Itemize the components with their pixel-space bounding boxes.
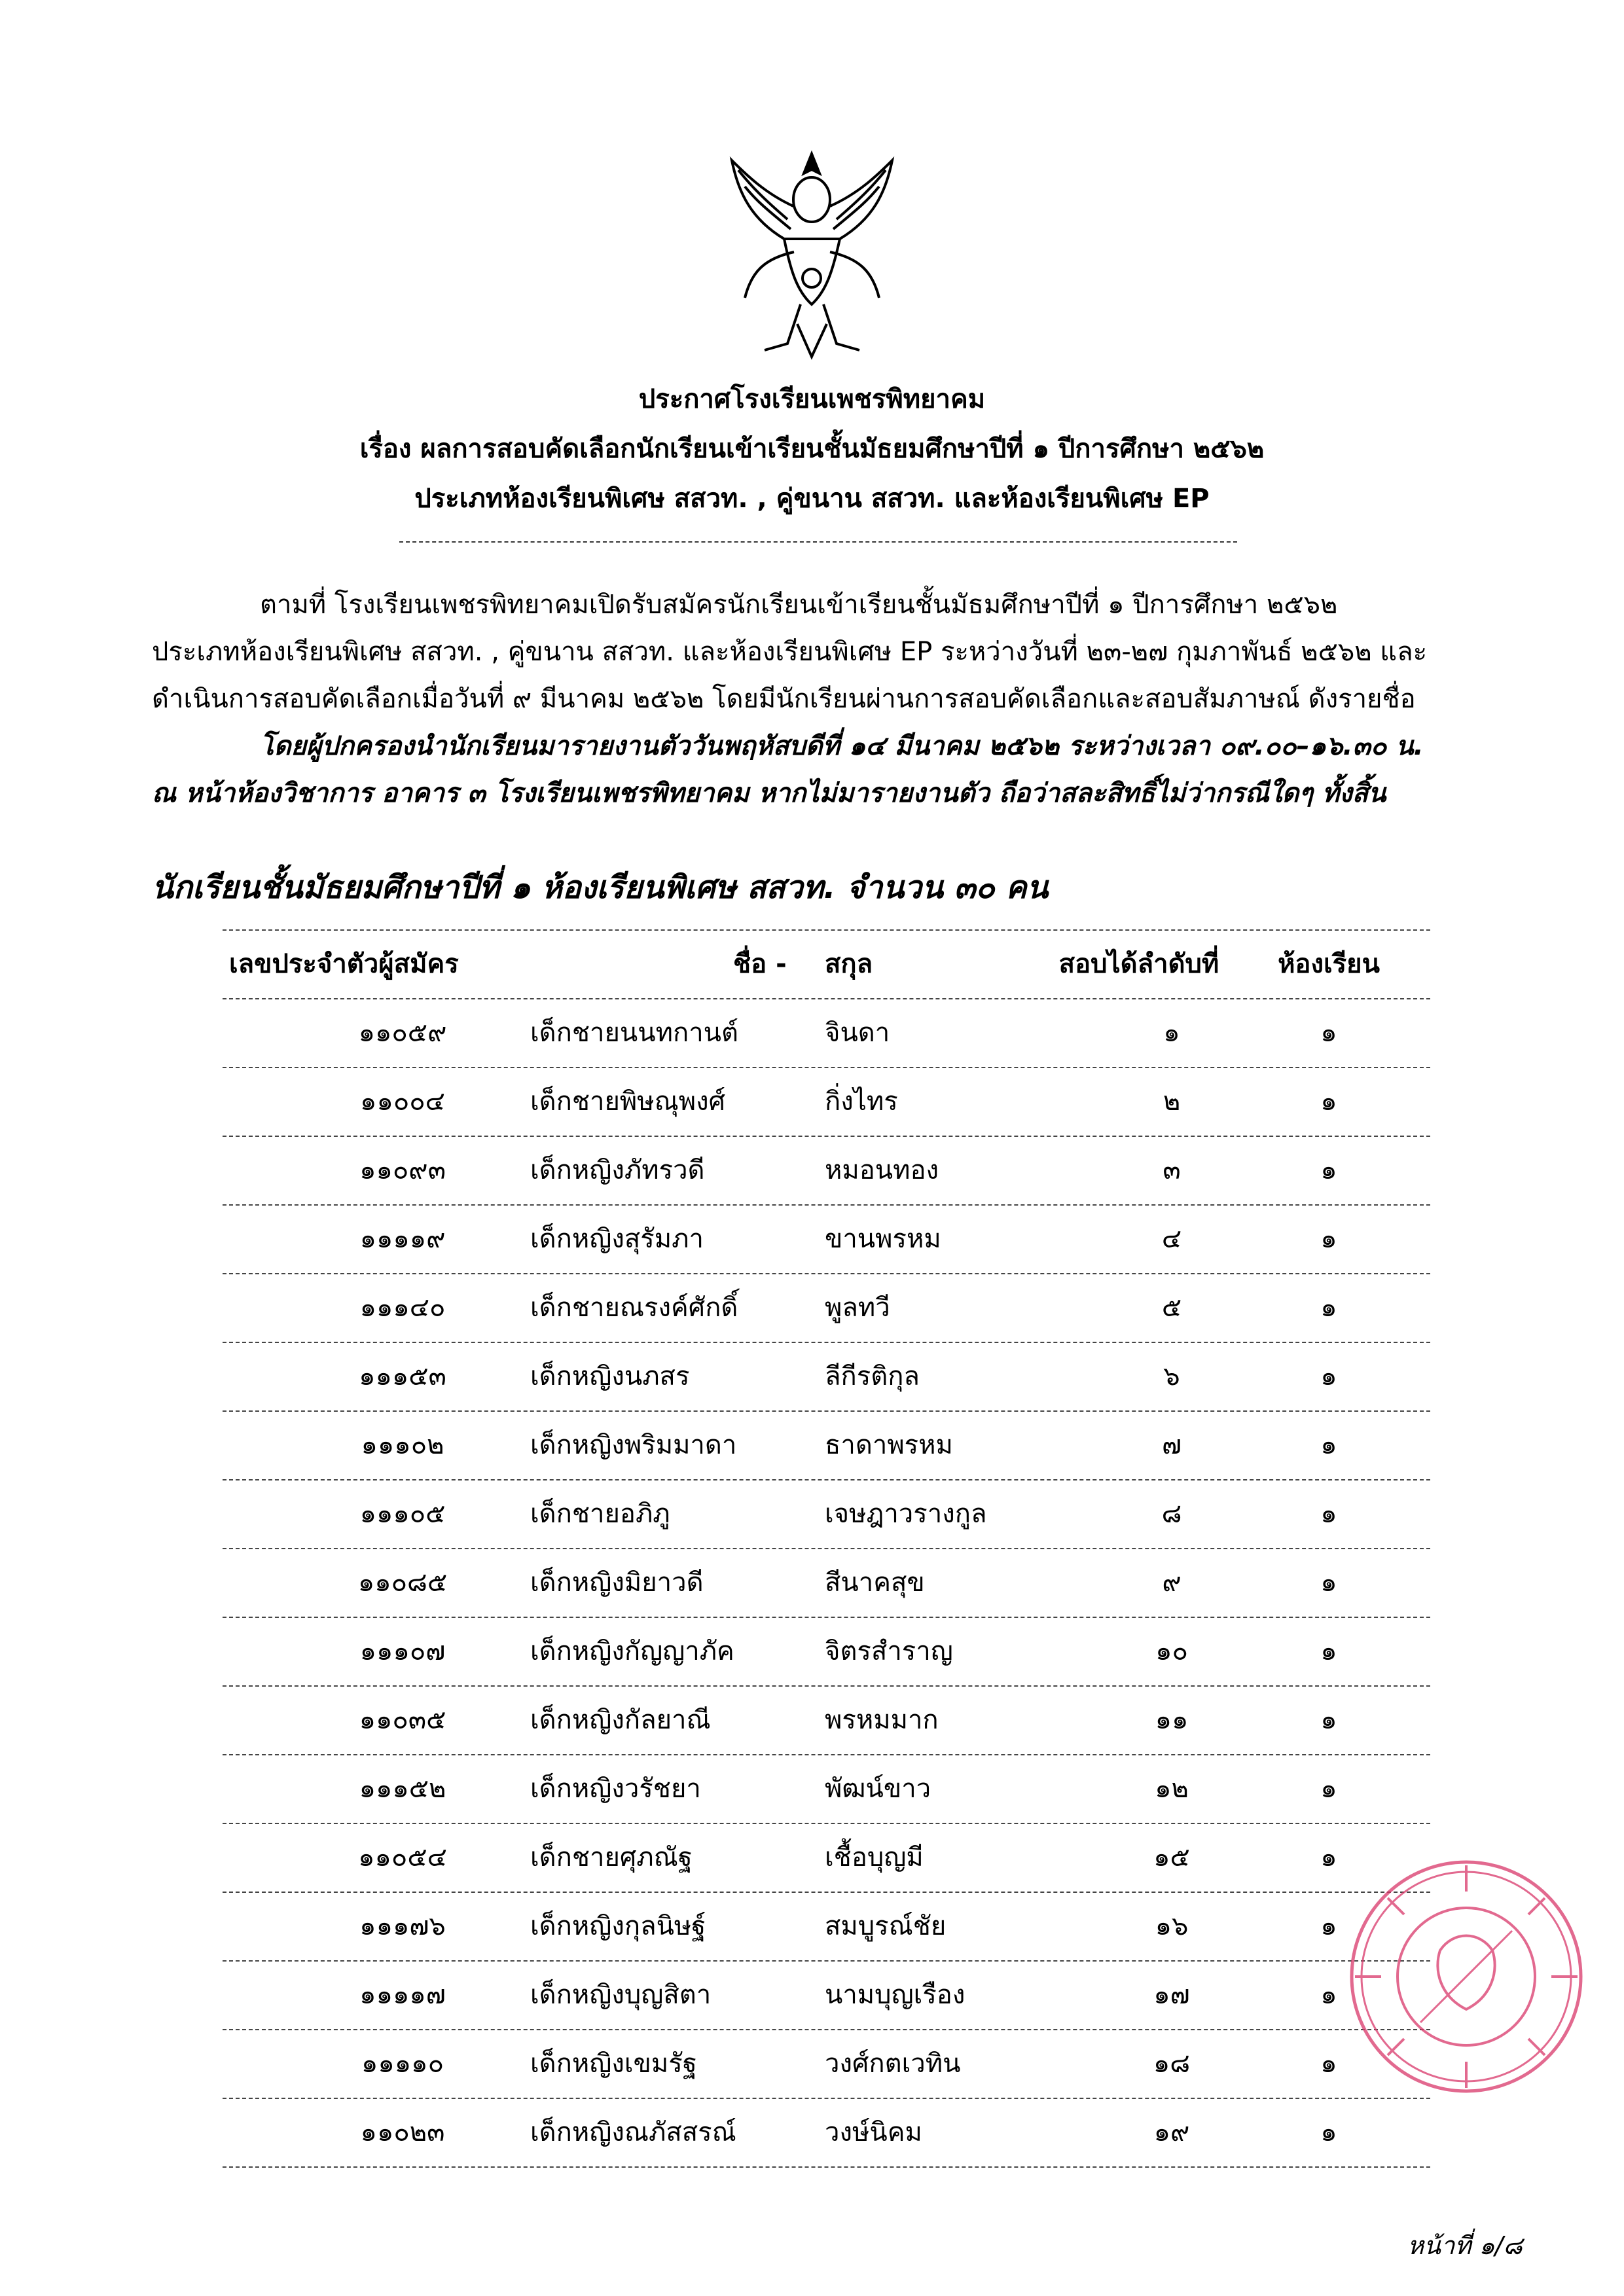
cell-applicant-id: ๑๑๑๑๐ — [361, 2049, 444, 2079]
cell-last-name: นามบุญเรือง — [825, 1980, 965, 2010]
cell-first-name: เด็กหญิงเขมรัฐ — [530, 2049, 697, 2079]
cell-last-name: จินดา — [825, 1018, 890, 1048]
cell-applicant-id: ๑๑๑๐๕ — [359, 1499, 446, 1529]
cell-rank: ๑๙ — [1153, 2117, 1190, 2147]
cell-last-name: กิ่งไทร — [825, 1086, 898, 1117]
table-row — [223, 2029, 1430, 2098]
cell-room: ๑ — [1320, 1430, 1337, 1460]
page-number: หน้าที่ ๑/๘ — [1407, 2231, 1523, 2260]
cell-last-name: จิตรสำราญ — [825, 1636, 953, 1666]
cell-rank: ๑๗ — [1153, 1980, 1190, 2010]
cell-last-name: วงษ์นิคม — [825, 2117, 922, 2147]
cell-rank: ๔ — [1161, 1224, 1182, 1254]
body-paragraph-3: ดำเนินการสอบคัดเลือกเมื่อวันที่ ๙ มีนาคม ๒๕๖๒ โดยมีนักเรียนผ่านการสอบคัดเลือกและสอบสัมภาษณ์ ดังรายชื่อ — [152, 684, 1416, 714]
cell-rank: ๖ — [1163, 1361, 1180, 1391]
cell-applicant-id: ๑๑๐๐๔ — [360, 1086, 445, 1117]
cell-last-name: ขานพรหม — [825, 1224, 941, 1254]
cell-first-name: เด็กชายพิษณุพงศ์ — [530, 1086, 726, 1117]
cell-rank: ๑๑ — [1155, 1705, 1189, 1735]
cell-first-name: เด็กหญิงกุลนิษฐ์ — [530, 1911, 706, 1941]
cell-rank: ๕ — [1161, 1293, 1182, 1323]
cell-last-name: พรหมมาก — [825, 1705, 939, 1735]
cell-first-name: เด็กหญิงภัทรวดี — [530, 1155, 705, 1185]
cell-last-name: เจษฎาวรางกูล — [825, 1499, 987, 1529]
cell-room: ๑ — [1320, 1293, 1337, 1323]
cell-applicant-id: ๑๑๐๕๙ — [358, 1018, 447, 1048]
table-row — [223, 1548, 1430, 1617]
cell-room: ๑ — [1320, 1086, 1337, 1117]
cell-room: ๑ — [1320, 1980, 1337, 2010]
cell-last-name: สมบูรณ์ชัย — [825, 1911, 947, 1941]
table-row — [223, 1342, 1430, 1410]
table-row — [223, 2098, 1430, 2168]
cell-first-name: เด็กชายอภิภู — [530, 1499, 670, 1529]
table-row — [223, 1685, 1430, 1754]
cell-last-name: หมอนทอง — [825, 1155, 939, 1185]
table-row — [223, 1067, 1430, 1136]
cell-applicant-id: ๑๑๐๙๓ — [359, 1155, 446, 1185]
announcement-title: ประกาศโรงเรียนเพชรพิทยาคม — [638, 384, 986, 414]
cell-applicant-id: ๑๑๑๕๒ — [359, 1774, 446, 1804]
table-header-row — [223, 929, 1430, 998]
cell-last-name: ธาดาพรหม — [825, 1430, 953, 1460]
cell-first-name: เด็กหญิงสุรัมภา — [530, 1224, 704, 1254]
cell-room: ๑ — [1320, 1361, 1337, 1391]
cell-room: ๑ — [1320, 1499, 1337, 1529]
header-room: ห้องเรียน — [1278, 949, 1380, 979]
cell-first-name: เด็กหญิงกัลยาณี — [530, 1705, 711, 1735]
cell-applicant-id: ๑๑๐๘๕ — [357, 1568, 448, 1598]
body-paragraph-5: ณ หน้าห้องวิชาการ อาคาร ๓ โรงเรียนเพชรพิทยาคม หากไม่มารายงานตัว ถือว่าสละสิทธิ์ไม่ว่ากรณีใดๆ ทั้งสิ้น — [152, 778, 1386, 808]
table-row — [223, 1479, 1430, 1548]
cell-first-name: เด็กหญิงกัญญาภัค — [530, 1636, 734, 1666]
cell-rank: ๑ — [1163, 1018, 1180, 1048]
cell-last-name: พัฒน์ขาว — [825, 1774, 931, 1804]
header-last-name: สกุล — [825, 949, 873, 979]
results-table — [223, 929, 1430, 2168]
cell-first-name: เด็กหญิงวรัชยา — [530, 1774, 701, 1804]
table-row — [223, 1754, 1430, 1823]
cell-rank: ๘ — [1161, 1499, 1182, 1529]
cell-applicant-id: ๑๑๑๔๐ — [359, 1293, 446, 1323]
cell-rank: ๑๕ — [1153, 1842, 1190, 1873]
cell-room: ๑ — [1320, 1911, 1337, 1941]
cell-first-name: เด็กหญิงณภัสสรณ์ — [530, 2117, 736, 2147]
body-paragraph-1: ตามที่ โรงเรียนเพชรพิทยาคมเปิดรับสมัครนักเรียนเข้าเรียนชั้นมัธมศึกษาปีที่ ๑ ปีการศึกษา ๒๕๖๒ — [260, 590, 1338, 620]
cell-rank: ๙ — [1162, 1568, 1182, 1598]
table-row — [223, 1823, 1430, 1892]
table-row — [223, 1410, 1430, 1479]
cell-rank: ๒ — [1163, 1086, 1181, 1117]
cell-applicant-id: ๑๑๐๕๔ — [358, 1842, 447, 1873]
garuda-emblem-icon — [725, 147, 899, 363]
cell-first-name: เด็กหญิงบุญสิตา — [530, 1980, 712, 2010]
cell-applicant-id: ๑๑๑๐๒ — [361, 1430, 444, 1460]
table-row — [223, 1273, 1430, 1342]
cell-first-name: เด็กหญิงนภสร — [530, 1361, 690, 1391]
cell-room: ๑ — [1320, 1568, 1337, 1598]
cell-applicant-id: ๑๑๑๗๖ — [359, 1911, 446, 1941]
cell-room: ๑ — [1320, 2117, 1337, 2147]
cell-last-name: ลีกีรติกุล — [825, 1361, 920, 1391]
cell-room: ๑ — [1320, 2049, 1337, 2079]
section-title: นักเรียนชั้นมัธยมศึกษาปีที่ ๑ ห้องเรียนพิเศษ สสวท. จำนวน ๓๐ คน — [152, 869, 1049, 906]
header-divider — [399, 541, 1237, 543]
school-seal-icon — [1342, 1852, 1591, 2101]
announcement-category: ประเภทห้องเรียนพิเศษ สสวท. , คู่ขนาน สสวท. และห้องเรียนพิเศษ EP — [414, 484, 1210, 514]
cell-rank: ๗ — [1161, 1430, 1182, 1460]
cell-last-name: สีนาคสุข — [825, 1568, 925, 1598]
cell-rank: ๑๖ — [1155, 1911, 1189, 1941]
cell-applicant-id: ๑๑๑๑๗ — [359, 1980, 446, 2010]
cell-last-name: เชื้อบุญมี — [825, 1842, 924, 1873]
header-rank: สอบได้ลำดับที่ — [1058, 949, 1219, 979]
table-row — [223, 1204, 1430, 1273]
cell-rank: ๓ — [1163, 1155, 1181, 1185]
cell-room: ๑ — [1320, 1224, 1337, 1254]
header-first-name: ชื่อ - — [733, 949, 787, 979]
cell-rank: ๑๐ — [1155, 1636, 1188, 1666]
cell-first-name: เด็กหญิงพริมมาดา — [530, 1430, 737, 1460]
body-paragraph-2: ประเภทห้องเรียนพิเศษ สสวท. , คู่ขนาน สสวท. และห้องเรียนพิเศษ EP ระหว่างวันที่ ๒๓-๒๗ กุมภาพันธ์ ๒๕๖๒ และ — [152, 637, 1428, 667]
cell-applicant-id: ๑๑๑๐๗ — [359, 1636, 446, 1666]
cell-applicant-id: ๑๑๑๑๙ — [359, 1224, 446, 1254]
cell-applicant-id: ๑๑๐๒๓ — [360, 2117, 445, 2147]
cell-first-name: เด็กชายณรงค์ศักดิ์ — [530, 1293, 738, 1323]
table-row — [223, 998, 1430, 1067]
table-row — [223, 1136, 1430, 1204]
cell-room: ๑ — [1320, 1705, 1337, 1735]
cell-first-name: เด็กชายนนทกานต์ — [530, 1018, 738, 1048]
cell-first-name: เด็กหญิงมิยาวดี — [530, 1568, 704, 1598]
table-row — [223, 1892, 1430, 1960]
cell-applicant-id: ๑๑๐๓๕ — [359, 1705, 446, 1735]
cell-last-name: วงศ์กตเวทิน — [825, 2049, 961, 2079]
cell-applicant-id: ๑๑๑๕๓ — [359, 1361, 446, 1391]
cell-last-name: พูลทวี — [825, 1293, 890, 1323]
table-row — [223, 1960, 1430, 2029]
cell-rank: ๑๘ — [1153, 2049, 1191, 2079]
cell-room: ๑ — [1320, 1774, 1337, 1804]
cell-room: ๑ — [1320, 1155, 1337, 1185]
cell-rank: ๑๒ — [1155, 1774, 1189, 1804]
table-row — [223, 1617, 1430, 1685]
cell-room: ๑ — [1320, 1842, 1337, 1873]
body-paragraph-4: โดยผู้ปกครองนำนักเรียนมารายงานตัววันพฤหัสบดีที่ ๑๔ มีนาคม ๒๕๖๒ ระหว่างเวลา ๐๙.๐๐–๑๖.๓๐ น. — [260, 731, 1424, 761]
announcement-subject: เรื่อง ผลการสอบคัดเลือกนักเรียนเข้าเรียนชั้นมัธยมศึกษาปีที่ ๑ ปีการศึกษา ๒๕๖๒ — [359, 434, 1265, 464]
cell-room: ๑ — [1320, 1636, 1337, 1666]
header-applicant-id: เลขประจำตัวผู้สมัคร — [229, 949, 459, 979]
cell-room: ๑ — [1320, 1018, 1337, 1048]
cell-first-name: เด็กชายศุภณัฐ — [530, 1842, 693, 1873]
